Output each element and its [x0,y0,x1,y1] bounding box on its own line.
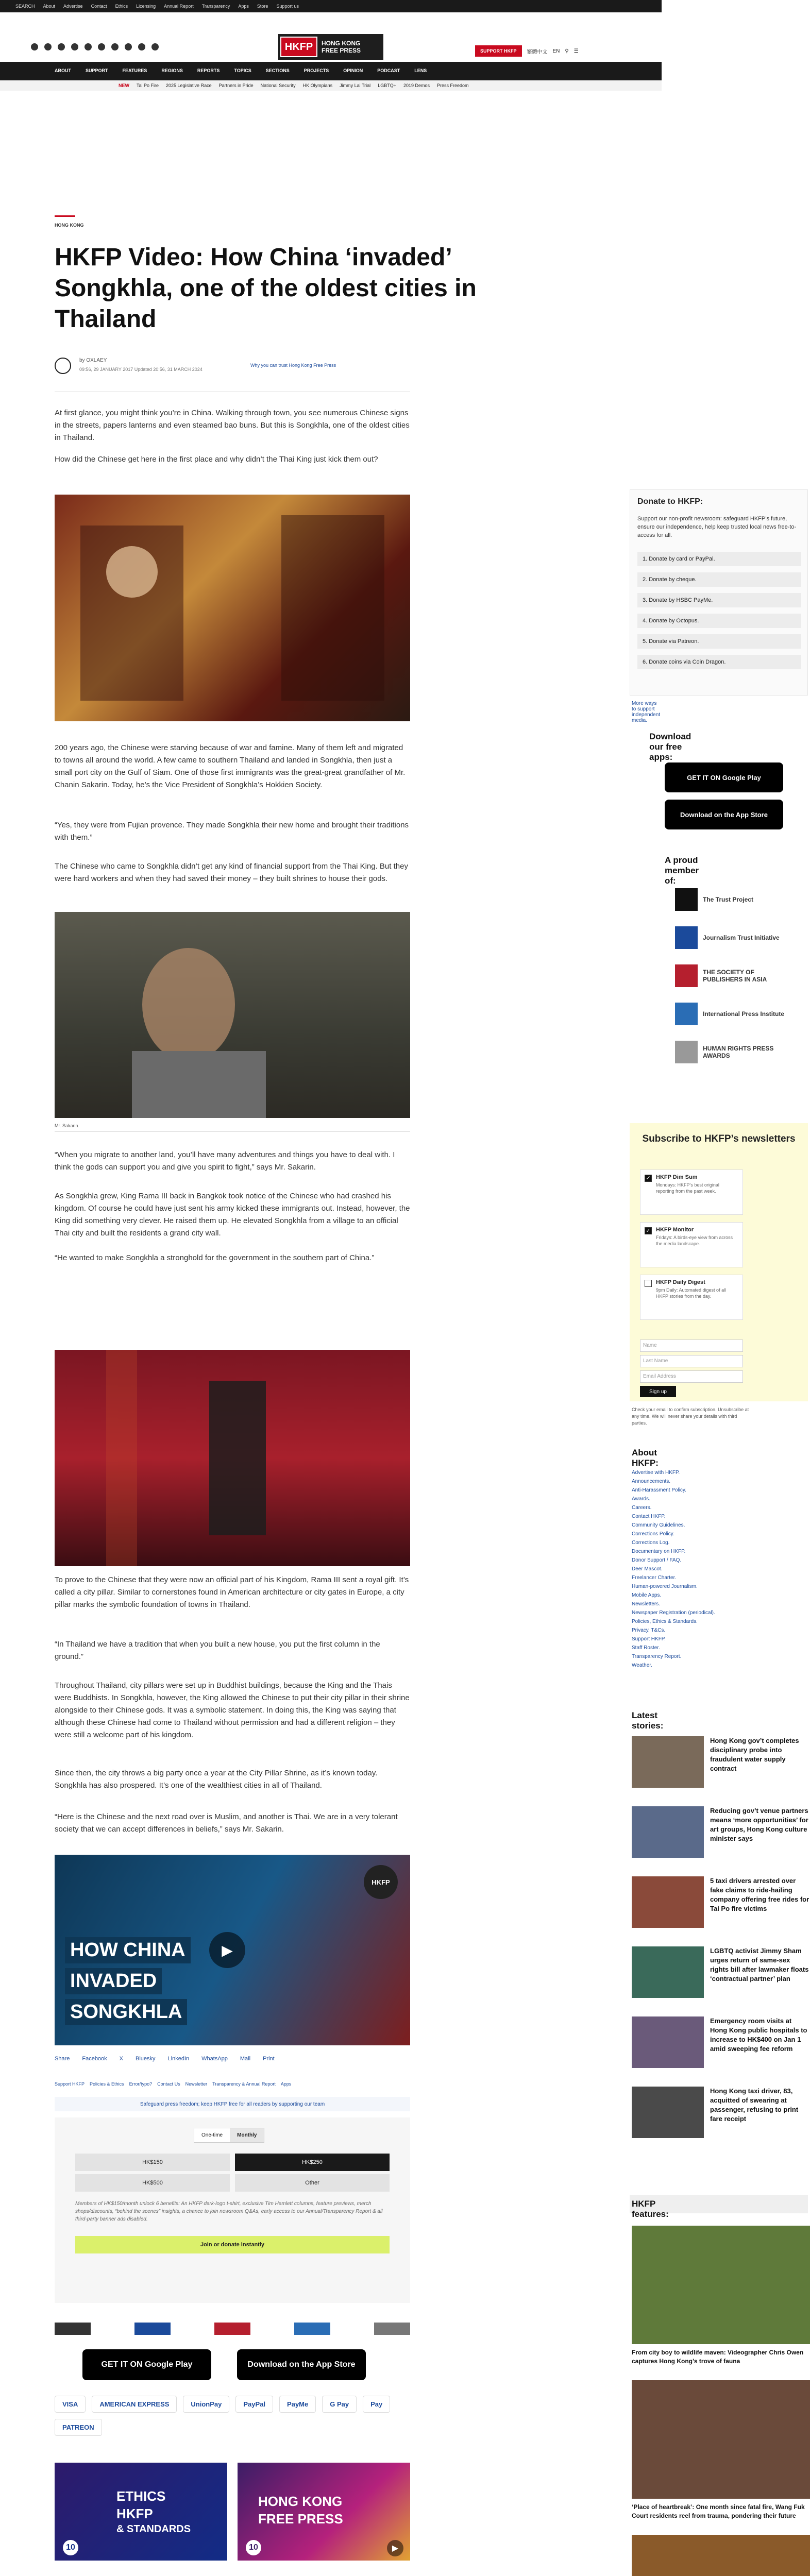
footer-link[interactable]: Apps [280,2081,292,2087]
documentary-promo-line1: HONG KONG [258,2494,343,2509]
menu-icon[interactable]: ☰ [573,48,579,54]
share-link[interactable]: Mail [240,2056,251,2062]
paragraph: “Here is the Chinese and the next road over is Muslim, and another is Thai. We are in a very tolerant society that we can accept differences in beliefs,” says Mr. Sakarin. [55,1812,398,1834]
features-list [632,2226,810,2576]
shrine-photo [55,495,410,721]
logo-line1: HONG KONG [322,40,361,47]
payment-method: AMERICAN EXPRESS [92,2396,177,2413]
payment-method: UnionPay [183,2396,229,2413]
nav-item[interactable]: SECTIONS [265,68,290,73]
about-link[interactable]: Mobile Apps. [632,1592,662,1598]
story-headline[interactable]: Hong Kong taxi driver, 83, acquitted of swearing at passenger, refusing to print fare receipt [710,2087,799,2123]
about-link[interactable]: Donor Support / FAQ. [632,1557,682,1563]
about-link[interactable]: Careers. [632,1505,652,1511]
about-link[interactable]: Deer Mascot. [632,1566,663,1572]
newsletter-option[interactable] [640,1222,743,1267]
story-thumbnail[interactable] [632,2016,704,2068]
last-name-field[interactable]: Last Name [640,1355,743,1367]
logo-mark: HKFP [280,37,317,57]
subnav-item[interactable]: LGBTQ+ [378,83,396,88]
feature-story[interactable] [632,2535,810,2576]
donate-option[interactable]: 3. Donate by HSBC PayMe. [637,593,801,607]
author-avatar[interactable] [55,358,71,374]
support-hkfp-button[interactable]: SUPPORT HKFP [475,45,522,57]
newsletter-desc: Mondays: HKFP’s best original reporting from the past week. [656,1182,719,1194]
about-link[interactable]: Documentary on HKFP. [632,1549,686,1554]
about-link[interactable]: Freelancer Charter. [632,1575,677,1581]
threads-icon[interactable] [71,43,78,50]
nav-item[interactable]: PODCAST [377,68,400,73]
topbar-link[interactable]: SEARCH [15,4,35,9]
member-logo-text: HUMAN RIGHTS PRESS AWARDS [703,1045,774,1059]
about-link[interactable]: Privacy, T&Cs. [632,1628,666,1633]
newsletter-desc: Fridays: A birds-eye view from across the media landscape. [656,1235,733,1246]
ethics-promo[interactable] [55,2463,227,2561]
play-icon[interactable]: ▶ [387,2540,403,2556]
feature-headline[interactable]: From city boy to wildlife maven: Videographer Chris Owen captures Hong Kong’s trove of fauna [632,2349,804,2365]
paragraph: To prove to the Chinese that they were now an official part of his Kingdom, Rama III sent a royal gift. It’s called a city pillar. Similar to cornerstones found in American architecture or city gates in Europe, a city pillar marks the symbolic foundation of towns in Thailand. [55,1575,409,1609]
about-title: About HKFP: [632,1448,659,1468]
signup-note: Check your email to confirm subscription. Unsubscribe at any time. We will never share your details with third parties. [632,1407,749,1426]
statue-photo [55,1350,410,1566]
documentary-promo-line2: FREE PRESS [258,2511,343,2527]
video-logo: HKFP [364,1865,398,1899]
paragraph: Since then, the city throws a big party once a year at the City Pillar Shrine, as it’s known today. Songkhla has also prospered. It’s one of the wealthiest cities in all of Thailand. [55,1769,378,1790]
member-logos-row [55,2318,410,2339]
footer-link[interactable]: Contact Us [157,2081,180,2087]
paragraph: “He wanted to make Songkhla a stronghold for the government in the southern part of China.” [55,1253,375,1262]
trust-project-logo [55,2323,91,2335]
newsletter-option[interactable] [640,1170,743,1215]
subnav-item[interactable]: Tai Po Fire [137,83,159,88]
amount-500[interactable]: HK$500 [75,2174,230,2192]
share-link[interactable]: LinkedIn [167,2056,190,2062]
newsletter-desc: 9pm Daily: Automated digest of all HKFP stories from the day. [656,1287,727,1299]
about-list [632,1468,810,1670]
video-title-3: SONGKHLA [65,1999,187,2025]
video-title-1: HOW CHINA [65,1937,191,1963]
topbar-link[interactable]: Advertise [63,4,83,9]
paragraph: The Chinese who came to Songkhla didn’t get any kind of financial support from the Thai King. But they were hard workers and when they had saved their money – they built shrines to house their gods. [55,862,408,883]
subnav-item[interactable]: Press Freedom [436,83,469,88]
instagram-icon[interactable] [58,43,65,50]
topbar-link[interactable]: About [43,4,56,9]
newsletter-list [640,1170,743,1327]
facebook-icon[interactable] [31,43,38,50]
share-link[interactable]: Share [55,2056,70,2062]
share-link[interactable]: Print [263,2056,275,2062]
article-kicker[interactable]: HONG KONG [55,223,84,228]
topbar-link[interactable]: Apps [238,4,249,9]
footer-link[interactable]: Error/typo? [129,2081,153,2087]
story-headline[interactable]: Hong Kong gov’t completes disciplinary probe into fraudulent water supply contract [710,1737,799,1772]
newsletter-box [630,1123,808,1401]
payment-methods [55,2396,410,2436]
site-logo[interactable] [278,34,383,60]
linkedin-icon[interactable] [111,43,119,50]
donate-text: Support our non-profit newsroom: safeguard HKFP’s future, ensure our independence, help keep trusted local news free-to-access for all. [637,516,797,538]
subnav-item[interactable]: Partners in Pride [218,83,254,88]
safeguard-banner[interactable]: Safeguard press freedom; keep HKFP free for all readers by supporting our team [55,2097,410,2111]
about-link[interactable]: Community Guidelines. [632,1522,685,1528]
byline-author[interactable]: by OXLAEY [79,358,107,363]
ethics-promo-line2: HKFP [116,2506,153,2521]
footer-link[interactable]: Transparency & Annual Report [212,2081,276,2087]
paragraph: Throughout Thailand, city pillars were set up in Buddhist buildings, because the King and the Thais were Buddhists. In Songkhla, however, the King allowed the Chinese to put their city pillar in their shrine alongside to their Chinese gods. It was a symbolic statement. In doing this, the King was saying that although these Chinese had come to Thailand without permission and had a different religion – they were still a welcome part of his kingdom. [55,1681,410,1739]
feature-image[interactable] [632,2380,810,2499]
about-link[interactable]: Transparency Report. [632,1654,682,1659]
apps-title: Download our free apps: [649,732,691,762]
nav-item[interactable]: PROJECTS [303,68,329,73]
share-link[interactable]: Bluesky [136,2056,156,2062]
feature-story[interactable] [632,2380,810,2520]
nav-item[interactable]: OPINION [343,68,363,73]
subnav-item[interactable]: 2019 Demos [403,83,430,88]
subnav-item[interactable]: National Security [260,83,296,88]
article-title: HKFP Video: How China ‘invaded’ Songkhla, one of the oldest cities in Thailand [55,244,477,333]
about-link[interactable]: Newspaper Registration (periodical). [632,1610,715,1616]
share-link[interactable]: Facebook [82,2056,107,2062]
member-logo[interactable] [675,886,788,913]
donate-widget [55,2117,410,2303]
topbar-link[interactable]: Transparency [201,4,230,9]
checkbox-icon[interactable] [645,1280,652,1287]
share-link[interactable]: X [119,2056,124,2062]
footer-link[interactable]: Newsletter [185,2081,208,2087]
nav-item[interactable]: FEATURES [122,68,147,73]
member-logo[interactable] [675,924,788,951]
donate-option[interactable]: 6. Donate coins via Coin Dragon. [637,655,801,669]
ethics-promo-line1: ETHICS [116,2488,166,2504]
subnav-item[interactable]: 2025 Legislative Race [166,83,212,88]
checkbox-icon[interactable]: ✓ [645,1227,652,1234]
membership-note: Members of HK$150/month unlock 6 benefits: An HKFP dark-logo t-shirt, exclusive Tim Hamlett columns, feature previews, merch shops/discounts, “behind the scenes” insights, a chance to join newsroom Q&As, early access to our Annual/Transparency Report & all third-party banner ads disabled. [75,2201,383,2222]
topbar-link[interactable]: Licensing [136,4,156,9]
member-logo-text: International Press Institute [703,1010,785,1018]
lang-english-link[interactable]: EN [552,48,560,54]
anniversary-badge: 10 [63,2540,78,2555]
about-link[interactable]: Anti-Harassment Policy. [632,1487,686,1493]
amount-250[interactable]: HK$250 [235,2154,390,2171]
about-link[interactable]: Awards. [632,1496,650,1502]
x-icon[interactable] [44,43,52,50]
trust-link[interactable]: Why you can trust Hong Kong Free Press [250,363,336,368]
social-icons [31,43,159,50]
app-store-badge[interactable]: Download on the App Store [665,800,783,829]
donate-option[interactable]: 1. Donate by card or PayPal. [637,552,801,566]
latest-list [632,1736,810,2157]
amount-150[interactable]: HK$150 [75,2154,230,2171]
latest-story[interactable] [632,1946,810,2013]
latest-story[interactable] [632,2087,810,2154]
nav-item[interactable]: REPORTS [197,68,220,73]
subnav-item[interactable]: HK Olympians [302,83,333,88]
payment-method: PayPal [235,2396,273,2413]
payment-method: VISA [55,2396,86,2413]
paragraph: As Songkhla grew, King Rama III back in Bangkok took notice of the Chinese who had crashed his kingdom. Of course he could have just sent his army kicked these immigrants out. Instead, however, the King did something very clever. He raised them up. He elevated Songkhla from a village to an official Thai city and built the residents a grand city wall. [55,1192,410,1238]
nav-item[interactable]: ABOUT [55,68,71,73]
about-link[interactable]: Staff Roster. [632,1645,660,1651]
member-title: A proud member of: [665,855,699,886]
top-utility-bar [0,0,662,12]
paragraph: 200 years ago, the Chinese were starving because of war and famine. Many of them left and migrated to towns all around the world. A few came to southern Thailand and landed in Songkhla, then just a small port city on the Gulf of Siam. One of those first immigrants was the great-great grandfather of Mr. Chanin Sakarin. Today, he’s the Vice President of Songkhla’s Hokkien Society. [55,743,406,789]
tab-one-time[interactable]: One-time [194,2128,230,2142]
newsletter-title: Subscribe to HKFP’s newsletters [642,1133,796,1144]
member-logo[interactable] [675,962,788,989]
member-logo-icon [675,1003,698,1025]
ethics-promo-line3: & STANDARDS [116,2523,191,2535]
footer-link[interactable]: Support HKFP [55,2081,85,2087]
hrpa-logo [374,2323,410,2335]
feature-image[interactable] [632,2226,810,2344]
donate-cta-button[interactable]: Join or donate instantly [75,2236,390,2253]
about-link[interactable]: Policies, Ethics & Standards. [632,1619,698,1624]
byline [55,355,379,381]
about-link[interactable]: Announcements. [632,1479,671,1484]
member-logo[interactable] [675,1001,788,1027]
donate-title: Donate to HKFP: [637,497,703,506]
features-title: HKFP features: [632,2199,669,2219]
topbar-link[interactable]: Contact [91,4,107,9]
story-headline[interactable]: Emergency room visits at Hong Kong public hospitals to increase to HK$400 on Jan 1 amid sweeping fee reform [710,2017,807,2053]
latest-story[interactable] [632,1876,810,1943]
site-header [0,12,662,62]
latest-story[interactable] [632,1806,810,1873]
search-icon[interactable]: ⚲ [565,48,569,54]
newsletter-option[interactable] [640,1275,743,1320]
main-nav [0,62,662,80]
latest-story[interactable] [632,2016,810,2083]
google-play-badge[interactable]: GET IT ON Google Play [82,2349,211,2380]
donate-option[interactable]: 2. Donate by cheque. [637,572,801,587]
paragraph: “Yes, they were from Fujian provence. They made Songkhla their new home and brought their traditions with them.” [55,821,409,842]
name-field[interactable]: Name [640,1340,743,1352]
photo-caption: Mr. Sakarin. [55,1123,80,1128]
footer-links [55,2081,291,2087]
kicker-rule [55,215,75,217]
member-logo-icon [675,1041,698,1063]
latest-story[interactable] [632,1736,810,1803]
donate-options [637,552,801,675]
topbar-link[interactable]: Store [257,4,268,9]
about-link[interactable]: Contact HKFP. [632,1514,666,1519]
latest-title: Latest stories: [632,1710,664,1731]
new-badge: NEW [119,83,129,88]
story-headline[interactable]: 5 taxi drivers arrested over fake claims to ride-hailing company offering free rides for Tai Po fire victims [710,1877,809,1912]
donation-frequency [194,2128,264,2143]
newsletter-name: HKFP Dim Sum [656,1174,698,1180]
member-logo-text: The Trust Project [703,896,754,903]
donate-option[interactable]: 4. Donate by Octopus. [637,614,801,628]
nav-item[interactable]: LENS [414,68,427,73]
telegram-icon[interactable] [125,43,132,50]
about-link[interactable]: Support HKFP. [632,1636,666,1642]
story-headline[interactable]: LGBTQ activist Jimmy Sham urges return of same-sex rights bill after lawmaker floats ‘contractual partner’ plan [710,1947,809,1982]
about-link[interactable]: Weather. [632,1663,652,1668]
member-logo-icon [675,888,698,911]
about-link[interactable]: Advertise with HKFP. [632,1470,680,1476]
byline-dates: 09:56, 29 JANUARY 2017 Updated 20:56, 31 MARCH 2024 [79,367,202,372]
nav-item[interactable]: TOPICS [234,68,251,73]
jti-logo [134,2323,171,2335]
bluesky-icon[interactable] [85,43,92,50]
topbar-link[interactable]: Ethics [115,4,128,9]
about-link[interactable]: Corrections Policy. [632,1531,674,1537]
tab-monthly[interactable]: Monthly [230,2128,264,2142]
story-headline[interactable]: Reducing gov’t venue partners means ‘more opportunities’ for art groups, Hong Kong culture minister says [710,1807,808,1842]
subnav-item[interactable]: Jimmy Lai Trial [340,83,371,88]
paragraph: “When you migrate to another land, you’ll have many adventures and things you have to deal with. I think the gods can support you and give you spirit to fight,” says Mr. Sakarin. [55,1150,395,1172]
member-logo-icon [675,964,698,987]
rss-icon[interactable] [151,43,159,50]
story-thumbnail[interactable] [632,1806,704,1858]
share-link[interactable]: WhatsApp [201,2056,228,2062]
donate-option[interactable]: 5. Donate via Patreon. [637,634,801,649]
topbar-link[interactable]: Support us [276,4,299,9]
sub-nav [0,80,662,91]
more-ways-link[interactable]: More ways to support independent media. [632,701,661,723]
story-thumbnail[interactable] [632,2087,704,2138]
whatsapp-icon[interactable] [138,43,145,50]
member-logo-text: Journalism Trust Initiative [703,934,780,941]
payment-method: PayMe [279,2396,316,2413]
anniversary-badge: 10 [246,2540,261,2555]
signup-button[interactable]: Sign up [640,1386,676,1397]
nav-item[interactable]: REGIONS [161,68,183,73]
video-player[interactable] [55,1855,410,2045]
share-bar [55,2056,275,2062]
newsletter-name: HKFP Monitor [656,1227,694,1233]
feature-headline[interactable]: ‘Place of heartbreak’: One month since fatal fire, Wang Fuk Court residents reel from trauma, pondering their future [632,2503,805,2519]
story-thumbnail[interactable] [632,1946,704,1998]
checkbox-icon[interactable]: ✓ [645,1175,652,1182]
play-icon[interactable]: ▶ [209,1932,245,1968]
payment-method: PATREON [55,2419,102,2436]
donate-sidebar [630,489,808,696]
member-logo-text: THE SOCIETY OF PUBLISHERS IN ASIA [703,969,767,983]
paragraph: “In Thailand we have a tradition that when you built a new house, you put the first column in the ground.” [55,1640,380,1661]
email-field[interactable]: Email Address [640,1370,743,1383]
member-logo-icon [675,926,698,949]
story-thumbnail[interactable] [632,1736,704,1788]
mr-sakarin-photo [55,912,410,1118]
payment-method: Pay [363,2396,390,2413]
payment-method: G Pay [322,2396,357,2413]
paragraph: How did the Chinese get here in the first place and why didn’t the Thai King just kick them out? [55,455,378,464]
documentary-promo[interactable] [238,2463,410,2561]
about-link[interactable]: Corrections Log. [632,1540,670,1546]
google-play-badge[interactable]: GET IT ON Google Play [665,762,783,792]
video-title-2: INVADED [65,1968,162,1994]
story-thumbnail[interactable] [632,1876,704,1928]
newsletter-name: HKFP Daily Digest [656,1279,705,1285]
amount-other[interactable]: Other [235,2174,390,2192]
footer-link[interactable]: Policies & Ethics [90,2081,124,2087]
member-logo[interactable] [675,1039,788,1065]
member-list [675,886,788,1077]
paragraph: At first glance, you might think you’re in China. Walking through town, you see numerous Chinese signs in the streets, papers lanterns and even steamed bao buns. But this is Songkhla, one of the oldest cities in Thailand. [55,409,410,442]
app-store-badge[interactable]: Download on the App Store [237,2349,366,2380]
ipi-logo [294,2323,330,2335]
logo-line2: FREE PRESS [322,47,361,54]
sopa-logo [214,2323,250,2335]
nav-item[interactable]: SUPPORT [86,68,108,73]
topbar-link[interactable]: Annual Report [164,4,194,9]
lang-chinese-link[interactable]: 繁體中文 [527,49,548,55]
about-link[interactable]: Human-powered Journalism. [632,1584,698,1589]
feature-image[interactable] [632,2535,810,2576]
feature-story[interactable] [632,2226,810,2366]
about-link[interactable]: Newsletters. [632,1601,661,1607]
youtube-icon[interactable] [98,43,105,50]
